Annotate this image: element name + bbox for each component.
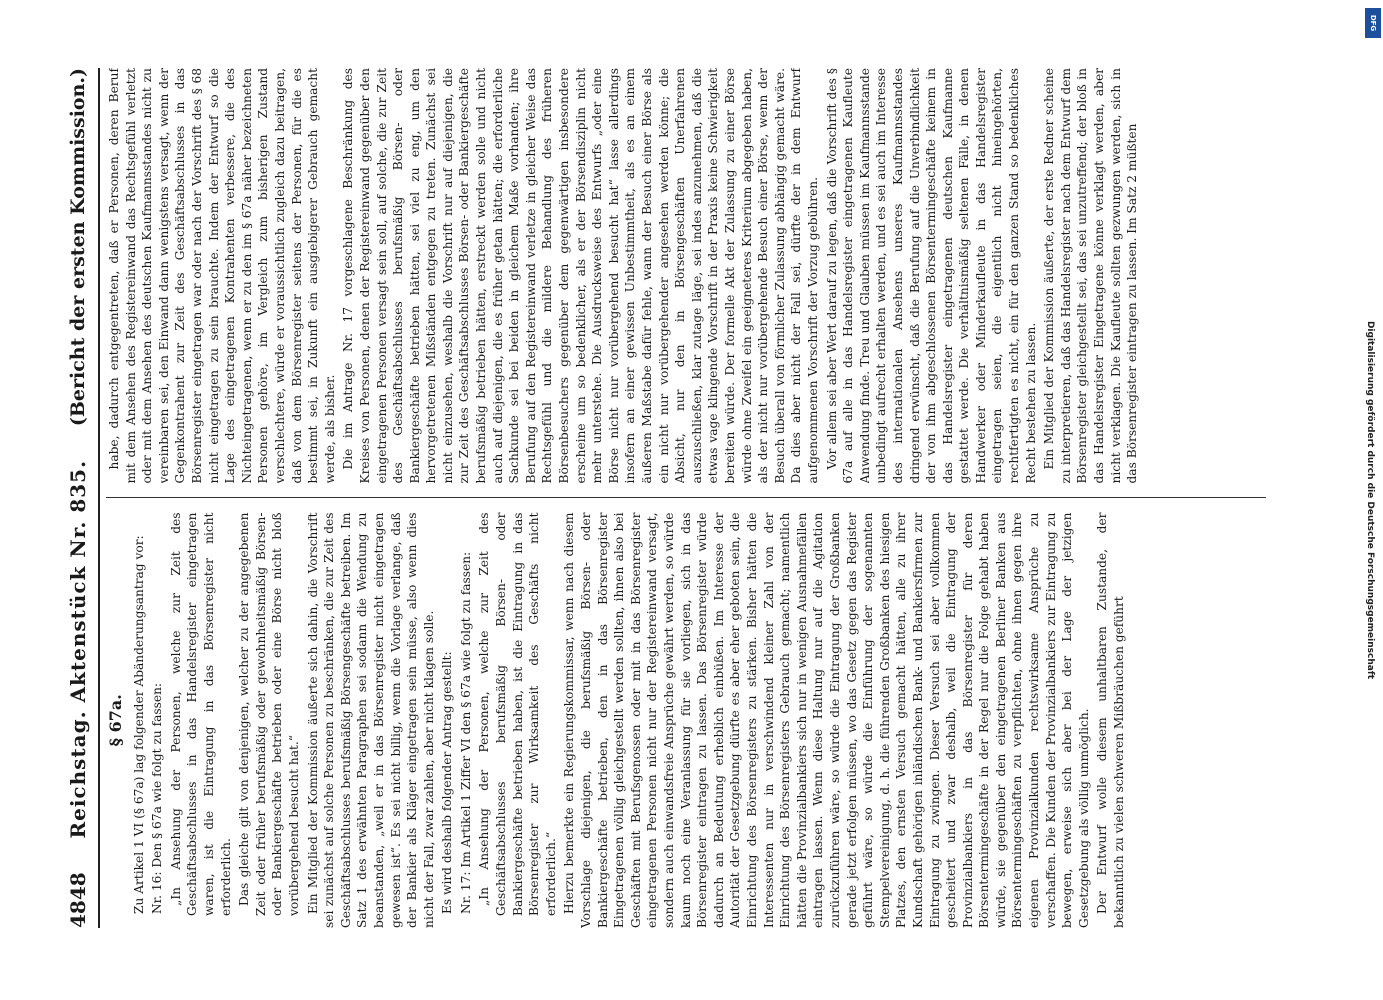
paragraph: habe, dadurch entgegentreten, daß er Personen, deren Beruf mit dem Ansehen des Registereinwand das Rechtsgefühl verletzt oder mit dem Ansehen des deutschen Kaufmannsstandes nicht zu vereinbaren sei, den Einwand dann wenigstens versagt, wenn der Gegenkontrahent zur Zeit des Geschäftsabschlusses in das Börsenregister eingetragen war oder nach der Vorschrift des § 68 nicht eingetragen zu sein brauchte. Indem der Entwurf so die Lage des eingetragenen Kontrahenten verbessere, die des Nichteingetragenen, wenn er zu den im § 67a näher bezeichneten Personen gehöre, im Vergleich zum bisherigen Zustand verschlechtere, würde er voraussichtlich zugleich dazu beitragen, daß von dem Börsenregister seitens der Personen, für die es bestimmt sei, in Zukunft ein ausgiebigerer Gebrauch gemacht werde, als bisher. [107, 68, 337, 484]
paragraph: Der Entwurf wolle diesem unhaltbaren Zustande, der bekanntlich zu vielen schweren Mißbräuchen geführt [1095, 512, 1127, 928]
page-number: 4848 [66, 872, 90, 928]
paragraph: Zu Artikel 1 VI (§ 67a) lag folgender Abänderungsantrag vor: [131, 535, 146, 914]
quoted-paragraph: „In Ansehung der Personen, welche zur Zeit des Geschäftsabschlusses berufsmäßig Börsen- oder Bankiergeschäfte betrieben haben, ist die Eintragung in das Börsenregister zur Wirksamkeit des Geschäfts nicht erforderlich.“ [477, 512, 558, 916]
quoted-paragraph: „In Ansehung der Personen, welche zur Zeit des Geschäftsabschlusses in das Handelsregister eingetragen waren, ist die Eintragung in das Börsenregister nicht erforderlich. [168, 512, 233, 916]
section-heading: § 67a. [106, 694, 125, 747]
quoted-paragraph: Das gleiche gilt von denjenigen, welcher zu der angegebenen Zeit oder früher berufsmäßig oder gewohnheitsmäßig Börsen- oder Bankiergeschäfte betrieben oder eine Börse nicht bloß vorübergehend besucht hat.“ [237, 512, 301, 916]
digitization-note-text: Digitalisierung gefördert durch die Deutsche Forschungsgemeinschaft [1365, 320, 1375, 680]
page-content [58, 68, 1278, 928]
text-columns [106, 68, 1266, 928]
report-title: (Bericht der ersten Kommission.) [67, 68, 89, 427]
paragraph: Ein Mitglied der Kommission äußerte sich dahin, die Vorschrift sei zunächst auf solche Personen zu beschränken, die zur Zeit des Geschäftsabschlusses berufsmäßig Börsengeschäfte betreiben. Im Satz 1 des erwähnten Paragraphen sei sodann die Wendung zu beanstanden, „weil er in das Börsenregister nicht eingetragen gewesen ist“. Es sei nicht billig, wenn die Vorlage verlange, daß der Bankier als Kläger eingetragen sein müsse, also wenn dies nicht der Fall, zwar zahlen, aber nicht klagen solle. [305, 512, 436, 928]
paragraph: Hierzu bemerkte ein Regierungskommissar, wenn nach diesem Vorschlage diejenigen, die berufsmäßig Börsen- oder Bankiergeschäfte betrieben, den in das Börsenregister Eingetragenen völlig gleichgestellt werden sollten, ihnen also bei Geschäften mit Berufsgenossen oder mit in das Börsenregister eingetragenen Personen nicht nur der Registereinwand versagt, sondern auch einwandsfreie Ansprüche gewährt werden, so würde kaum noch eine Veranlassung für sie vorliegen, sich in das Börsenregister eintragen zu lassen. Das Börsenregister würde dadurch an Bedeutung erheblich einbüßen. Im Interesse der Autorität der Gesetzgebung dürfte es aber eher geboten sein, die Einrichtung des Börsenregisters zu stärken. Bisher hätten die Interessenten nur in verschwindend kleiner Zahl von der Einrichtung des Börsenregisters Gebrauch gemacht; namentlich hätten die Provinzialbankiers sich nur in wenigen Ausnahmefällen eintragen lassen. Wenn diese Haltung nur auf die Agitation zurückzuführen wäre, so würde die Eintragung der Großbanken gerade jetzt erfolgen müssen, wo das Gesetz gegen das Register geführt wäre, so würde die Einführung der sogenannten Stempelvereinigung, d. h. die führenden Großbanken des hiesigen Platzes, den ernsten Versuch gemacht hätten, alle zu ihrer Kundschaft gehörigen inländischen Bank- und Bankiersfirmen zur Eintragung zu zwingen. Dieser Versuch sei aber vollkommen gescheitert und zwar deshalb, weil die Eintragung der Provinzialbankiers in das Börsenregister für deren Börsentermingeschäfte in der Regel nur die Folge gehabt haben würde, sie gegenüber den eingetragenen Berliner Banken aus Börsentermingeschäften zu verpflichten, ohne ihnen gegen ihre eigenen Provinzialkunden rechtswirksame Ansprüche zu verschaffen. Die Kunden der Provinzialbankiers zur Eintragung zu bewegen, erweise sich aber bei der Lage der jetzigen Gesetzgebung als völlig unmöglich. [562, 512, 1091, 928]
rotated-document-page [58, 68, 1278, 928]
paragraph: Es wird deshalb folgender Antrag gestellt: [440, 651, 455, 914]
paragraph: Ein Mitglied der Kommission äußerte, der erste Redner scheine zu interpretieren, daß das Handelsregister nach dem Entwurf dem Börsenregister gleichgestellt sei, das sei unzutreffend; der bloß in das Handelsregister Eingetragene könne verklagt werden, aber nicht verklagen. Die Kaufleute sollten gezwungen werden, sich in das Börsenregister eintragen zu lassen. Im Satz 2 müßten [1042, 68, 1140, 484]
running-title: Reichstag. Aktenstück Nr. 835. [66, 459, 90, 839]
left-column [106, 513, 1266, 929]
paragraph: Nr. 17: Im Artikel 1 Ziffer VI den § 67a wie folgt zu fassen: [458, 551, 473, 914]
paragraph: Die im Antrage Nr. 17 vorgeschlagene Beschränkung des Kreises von Personen, denen der Registereinwand gegenüber den eingetragenen Personen versagt sein soll, auf solche, die zur Zeit des Geschäftsabschlusses berufsmäßig Börsen- oder Bankiergeschäfte betrieben hätten, sei viel zu eng, um den hervorgetretenen Mißständen entgegen zu treten. Zunächst sei nicht einzusehen, weshalb die Vorschrift nur auf diejenigen, die zur Zeit des Geschäftsabschlusses Börsen- oder Bankiergeschäfte berufsmäßig betrieben hätten, erstreckt werden solle und nicht auch auf diejenigen, die es früher getan hätten; die erforderliche Sachkunde sei bei beiden in gleichem Maße vorhanden; ihre Berufung auf den Registereinwand verletze in gleicher Weise das Rechtsgefühl und die mildere Behandlung des früheren Börsenbesuchers gegenüber dem gegenwärtigen insbesondere erscheine um so bedenklicher, als er der Börsendisziplin nicht mehr unterstehe. Die Ausdrucksweise des Entwurfs „oder eine Börse nicht nur vorübergehend besucht hat“ lasse allerdings insofern an einer gewissen Unbestimmtheit, als es an einem äußeren Maßstabe dafür fehle, wann der Besuch einer Börse als ein nicht nur vorübergehender angesehen werden könne; die Absicht, nur den in Börsengeschäften Unerfahrenen auszuschließen, klar zutage läge, sei indes anzunehmen, daß die etwas vage klingende Vorschrift in der Praxis keine Schwierigkeit bereiten würde. Der formelle Akt der Zulassung zu einer Börse würde ohne Zweifel ein geeigneteres Kriterium abgegeben haben, als der nicht nur vorübergehende Besuch einer Börse, wenn der Besuch überall von förmlicher Zulassung abhängig gemacht wäre. Da dies aber nicht der Fall sei, dürfte der in dem Entwurf aufgenommenen Vorschrift der Vorzug gebühren. [341, 68, 820, 484]
paragraph: Nr. 16: Den § 67a wie folgt zu fassen: [150, 682, 165, 914]
dfg-logo-text: DFG [1369, 14, 1377, 32]
digitization-note [1363, 8, 1377, 992]
paragraph: Vor allem sei aber Wert darauf zu legen, daß die Vorschrift des § 67a auf alle in das Handelsregister eingetragenen Kaufleute Anwendung finde. Treu und Glauben müssen im Kaufmannsstande unbedingt aufrecht erhalten werden, und es sei auch im Interesse des internationalen Ansehens unseres Kaufmannsstandes dringend erwünscht, daß die Berufung auf die Unverbindlichkeit der von ihm abgeschlossenen Börsentermingeschäfte keinem in das Handelsregister eingetragenen deutschen Kaufmanne gestattet werde. Die verhältnismäßig seltenen Fälle, in denen Handwerker oder Minderkaufleute in das Handelsregister eingetragen seien, die eigentlich nicht hineingehörten, rechtfertigten es nicht, ein für den ganzen Stand so bedenkliches Recht bestehen zu lassen. [824, 68, 1038, 484]
page-header [58, 68, 100, 928]
right-column [106, 68, 1266, 484]
column-divider [106, 498, 1266, 499]
